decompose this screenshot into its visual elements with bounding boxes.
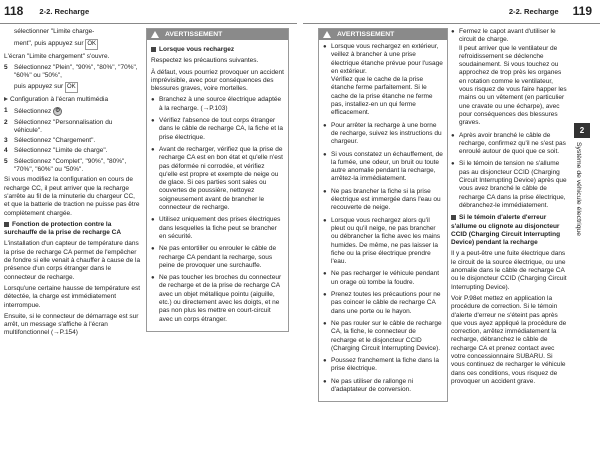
bullet-dot-icon: ●: [151, 246, 155, 253]
bullet-item: ● Ne pas recharger le véhicule pendant un orage où tombe la foudre.: [323, 270, 440, 286]
column-4: [451, 28, 567, 389]
left-page-header: [0, 0, 300, 22]
step-item: 3 Sélectionnez "Chargement".: [4, 137, 96, 145]
bullet-item: ● Poussez franchement la fiche dans la prise électrique.: [323, 357, 440, 373]
bullet-item: ● Si vous constatez un échauffement, de la fumée, une odeur, un bruit ou toute autre anomalie pendant la recharge, arrêtez-la immédiatement.: [323, 150, 443, 183]
left-section-title: 2-2. Recharge: [39, 6, 90, 16]
bullet-item: ● Lorsque vous rechargez alors qu'il pleut ou qu'il neige, ne pas brancher ou débrancher la fiche avec les mains humides. De même, ne pas laisser la fiche ou la prise électrique prendre l'eau.: [323, 216, 441, 266]
warning-title: AVERTISSEMENT: [165, 31, 223, 38]
bullet-item: ● Ne pas brancher la fiche si la prise électrique est immergée dans l'eau ou recouverte de neige.: [323, 187, 441, 212]
paragraph: L'écran "Limite chargement" s'ouvre.: [4, 52, 110, 60]
text-line: sélectionner "Limite charge-: [14, 28, 95, 35]
bullet-item: ● Branchez à une source électrique adaptée à la recharge. (→P.103): [151, 96, 282, 112]
config-heading: Configuration à l'écran multimédia: [4, 96, 141, 104]
bullet-item: ● Ne pas entortiller ou enrouler le câble de recharge CA pendant la recharge, sous peine de provoquer une surchauffe.: [151, 245, 277, 269]
bullet-dot-icon: ●: [323, 271, 327, 278]
square-bullet-icon: [451, 215, 456, 220]
square-bullet-icon: [4, 222, 9, 227]
bullet-item: ● Prenez toutes les précautions pour ne pas coincer le câble de recharge CA dans une porte ou le hayon.: [323, 291, 441, 315]
step-item: 2 Sélectionnez "Personnalisation du véhicule".: [4, 118, 113, 134]
bullet-dot-icon: ●: [151, 118, 155, 125]
paragraph: À défaut, vous pourriez provoquer un accident imprévisible, avec pour conséquences des blessures graves, voire mortelles.: [151, 68, 284, 93]
section-heading: Si le témoin d'alerte d'erreur s'allume ou clignote au disjoncteur CCID (Charging Circuit Interrupting Device) pendant la recharge: [451, 214, 561, 247]
bullet-item: ● Si le témoin de tension ne s'allume pas au disjoncteur CCID (Charging Circuit Interrupting Device) après que vous avez branché le câble de recharge CA dans la prise électrique, débranchez-le immédiatement.: [451, 160, 567, 209]
section-heading: Fonction de protection contre la surchauffe de la prise de recharge CA: [4, 220, 122, 237]
left-header-rule: [0, 23, 297, 24]
square-bullet-icon: [151, 47, 156, 52]
text-line: puis appuyez sur OK: [4, 82, 141, 92]
bullet-dot-icon: ●: [323, 358, 327, 365]
text-line: ment", puis appuyez sur OK: [4, 39, 141, 49]
warning-box: [318, 28, 448, 402]
bullet-dot-icon: ●: [323, 292, 327, 299]
chapter-tab[interactable]: 2: [574, 123, 590, 138]
warning-triangle-icon: [151, 31, 159, 38]
warning-subheading: Lorsque vous rechargez: [151, 46, 284, 54]
settings-gear-icon: ⚙: [55, 108, 61, 115]
paragraph: Respectez les précautions suivantes.: [151, 57, 259, 65]
bullet-item: ● Vérifiez l'absence de tout corps étranger dans le câble de recharge CA, la fiche et la prise électrique.: [151, 117, 283, 141]
right-page-header: [300, 0, 600, 22]
right-header-rule: [303, 23, 600, 24]
column-3: [318, 28, 448, 402]
bullet-item: ● Ne pas rouler sur le câble de recharge CA, la fiche, le connecteur de recharge et le disjoncteur CCID (Charging Circuit Interrupting Device).: [323, 319, 442, 352]
warning-box: [146, 28, 289, 332]
warning-header: [147, 29, 288, 40]
triangle-bullet-icon: [4, 97, 8, 101]
step-item: 5 Sélectionnez "Plein", "90%", "80%", "70%", "60%" ou "50%",: [4, 63, 138, 80]
bullet-dot-icon: ●: [323, 44, 327, 50]
bullet-dot-icon: ●: [151, 217, 155, 224]
warning-triangle-icon: [323, 31, 331, 38]
bullet-dot-icon: ●: [323, 217, 327, 224]
paragraph: Ensuite, si le connecteur de démarrage est sur arrêt, un message s'affiche à l'écran multifonctionnel (→P.154): [4, 312, 139, 337]
bullet-dot-icon: ●: [151, 146, 155, 153]
bullet-item: ● Utilisez uniquement des prises électriques dans lesquelles la fiche peut se brancher en sécurité.: [151, 216, 281, 240]
warning-title: AVERTISSEMENT: [337, 31, 395, 38]
bullet-dot-icon: ●: [323, 188, 327, 195]
bullet-item: ● Ne pas toucher les broches du connecteur de recharge et de la prise de recharge CA avec un objet métallique pointu (aiguille, etc.) ou directement avec les doigts, et ne pas non plus les mettre en court-circuit avec un corps étranger.: [151, 274, 282, 323]
left-page-number: 118: [4, 4, 24, 18]
bullet-dot-icon: ●: [323, 151, 327, 158]
bullet-item: ● Ne pas utiliser de rallonge ni d'adaptateur de conversion.: [323, 377, 414, 393]
step-item: 4 Sélectionnez "Limite de charge".: [4, 147, 108, 155]
paragraph: Il y a peut-être une fuite électrique dans le circuit de la source électrique, ou une anomalie dans le câble de recharge CA ou le disjoncteur CCID (Charging Circuit Interrupting Device).: [451, 250, 567, 291]
bullet-dot-icon: ●: [451, 132, 455, 139]
bullet-dot-icon: ●: [151, 275, 155, 282]
bullet-item: ● Pour arrêter la recharge à une borne de recharge, suivez les instructions du chargeur.: [323, 121, 442, 146]
bullet-dot-icon: ●: [451, 29, 455, 35]
chapter-title-vertical: Système de véhicule électrique: [575, 142, 582, 237]
bullet-item: ● Lorsque vous rechargez en extérieur, veillez à brancher à une prise électrique étanche prévue pour l'usage en extérieur. Vérifiez que le cache de la prise étanche ferme parfaitement. Si le cache de la prise étanche ne ferme pas, installez-en un qui ferme efficacement.: [323, 43, 443, 117]
bullet-dot-icon: ●: [323, 378, 327, 385]
bullet-dot-icon: ●: [323, 122, 327, 129]
bullet-dot-icon: ●: [323, 320, 327, 327]
step-item: 5 Sélectionnez "Complet", "90%", "80%", "70%", "60%" ou "50%".: [4, 157, 127, 174]
bullet-dot-icon: ●: [151, 97, 155, 104]
bullet-dot-icon: ●: [451, 161, 455, 168]
column-2: [146, 28, 289, 332]
step-item: 1 Sélectionnez ⚙: [4, 107, 61, 116]
bullet-item: ● Fermez le capot avant d'utiliser le circuit de charge. Il peut arriver que le ventilateur de refroidissement se déclenche soudainement. Si vous touchez ou approchez de trop près les organes en rotation comme le ventilateur, vous risquez de vous faire happer les mains ou un vêtement (en particulier une cravate ou une écharpe), avec pour conséquences des blessures graves.: [451, 28, 567, 127]
bullet-item: ● Après avoir branché le câble de recharge, confirmez qu'il ne s'est pas enroulé autour de quoi que ce soit.: [451, 131, 566, 156]
right-section-title: 2-2. Recharge: [508, 6, 559, 16]
ok-button-icon: OK: [65, 82, 78, 92]
right-page-number: 119: [572, 4, 592, 18]
warning-header: [319, 29, 447, 40]
column-1: [4, 28, 141, 341]
paragraph: L'installation d'un capteur de température dans la prise de recharge CA permet de l'empêcher de fondre si elle venait à chauffer à cause de la présence d'un corps étranger dans le connecteur de recharge.: [4, 240, 141, 281]
ok-button-icon: OK: [85, 39, 98, 49]
bullet-item: ● Avant de recharger, vérifiez que la prise de recharge CA est en bon état et qu'elle n'est pas déformée ni corrodée, et vérifiez qu'elle est propre et exempte de neige ou de glace. Si ces parties sont sales ou couvertes de poussière, nettoyez soigneusement avant de brancher le connecteur de recharge.: [151, 145, 283, 212]
paragraph: Lorsqu'une certaine hausse de température est détectée, la charge est immédiatement interrompue.: [4, 284, 141, 309]
paragraph: Voir P.98et mettez en application la procédure de correction. Si le témoin d'alerte d'erreur ne s'éteint pas après que vous ayez appliqué la procédure de correction, arrêtez immédiatement la recharge, débranchez le câble de recharge CA et prenez contact avec votre concessionnaire SUBARU. Si vous continuez de recharger le véhicule dans ces conditions, vous risquez de provoquer un accident grave.: [451, 294, 567, 385]
paragraph: Si vous modifiez la configuration en cours de recharge CC, il peut arriver que la recharge s'arrête au fil de la minuterie du chargeur CC, et que la batterie de traction ne puisse pas être complètement chargée.: [4, 176, 140, 217]
